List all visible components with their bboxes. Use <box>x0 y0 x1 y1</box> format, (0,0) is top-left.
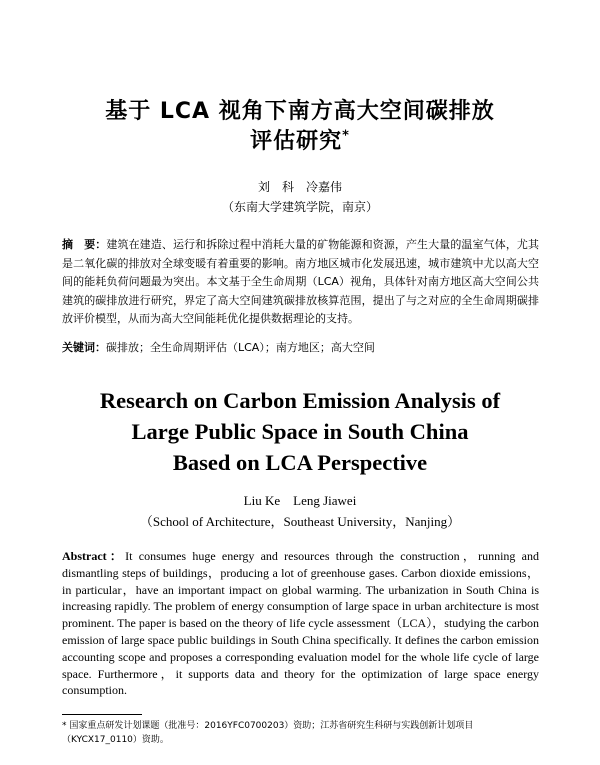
title-footnote-mark: * <box>342 128 350 144</box>
english-abstract-text: It consumes huge energy and resources through the construction，running and dismantling steps of buildings，producing a lot of greenhouse gases. Carbon dioxide emissions，in particular，have an important impact on global warming. The urbanization in South China is increasing rapidly. The problem of energy consumption of large space in urban architecture is most prominent. The paper is based on the theory of life cycle assessment（LCA），studying the carbon emission of large space public buildings in South China specifically. It defines the carbon emission accounting scope and proposes a corresponding evaluation model for the whole life cycle of large space. Furthermore，it supports data and theory for the optimization of large space energy consumption. <box>62 549 539 698</box>
chinese-abstract-text: 建筑在建造、运行和拆除过程中消耗大量的矿物能源和资源，产生大量的温室气体，尤其是二氧化碳的排放对全球变暖有着重要的影响。南方地区城市化发展迅速，城市建筑中尤以高大空间的能耗负荷问题最为突出。本文基于全生命周期（LCA）视角，具体针对南方地区高大空间公共建筑的碳排放进行研究，界定了高大空间建筑碳排放核算范围，提出了与之对应的全生命周期碳排放评价模型，从而为高大空间能耗优化提供数据理论的支持。 <box>62 238 540 325</box>
english-title-line-3: Based on LCA Perspective <box>172 450 428 475</box>
chinese-affiliation: （东南大学建筑学院，南京） <box>221 200 378 214</box>
english-abstract <box>62 548 539 699</box>
english-authors: Liu Ke Leng Jiawei <box>243 493 357 508</box>
english-title-line-1: Research on Carbon Emission Analysis of <box>99 388 501 413</box>
english-abstract-label: Abstract： <box>62 549 126 563</box>
chinese-abstract <box>62 236 539 329</box>
footnote: * 国家重点研发计划课题（批准号：2016YFC0700203）资助；江苏省研究生科研与实践创新计划项目（KYCX17_0110）资助。 <box>62 721 474 745</box>
chinese-keywords-text: 碳排放；全生命周期评估（LCA）；南方地区；高大空间 <box>106 341 375 354</box>
chinese-abstract-label: 摘 要： <box>62 238 107 251</box>
chinese-title-line-1: 基于 LCA 视角下南方高大空间碳排放 <box>105 99 495 124</box>
chinese-title-line-2-text: 评估研究 <box>250 129 343 154</box>
chinese-keywords <box>62 339 539 358</box>
chinese-title-line-2 <box>0 124 600 155</box>
english-affiliation: （School of Architecture，Southeast University，Nanjing） <box>139 514 461 529</box>
english-title-line-2: Large Public Space in South China <box>131 419 469 444</box>
footnote-divider <box>62 714 142 715</box>
chinese-keywords-label: 关键词： <box>62 341 106 354</box>
chinese-authors: 刘 科 冷嘉伟 <box>257 180 342 194</box>
